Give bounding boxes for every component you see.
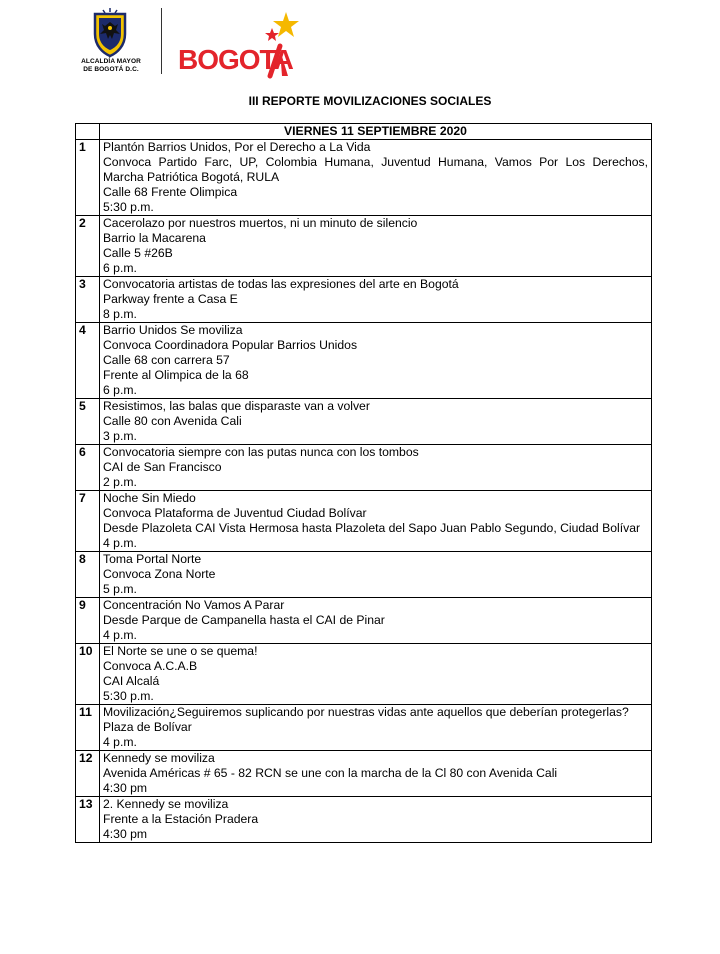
event-number: 8 xyxy=(76,552,100,598)
event-line: Parkway frente a Casa E xyxy=(103,292,238,306)
event-number: 5 xyxy=(76,399,100,445)
event-number: 3 xyxy=(76,277,100,323)
event-details xyxy=(100,705,652,751)
bogota-coat-of-arms-icon xyxy=(91,8,129,58)
event-line: Movilización¿Seguiremos suplicando por nuestras vidas ante aquellos que deberían protegerlas? xyxy=(103,705,629,719)
event-line: Toma Portal Norte xyxy=(103,552,202,566)
event-line: 4 p.m. xyxy=(103,536,137,550)
event-number: 11 xyxy=(76,705,100,751)
table-row xyxy=(76,445,652,491)
event-number: 1 xyxy=(76,140,100,216)
table-row xyxy=(76,216,652,277)
table-row xyxy=(76,644,652,705)
event-line: Convoca Plataforma de Juventud Ciudad Bolívar xyxy=(103,506,367,520)
event-line: 4 p.m. xyxy=(103,628,137,642)
event-number: 7 xyxy=(76,491,100,552)
event-number: 9 xyxy=(76,598,100,644)
table-row xyxy=(76,491,652,552)
event-line: 8 p.m. xyxy=(103,307,137,321)
event-line: 6 p.m. xyxy=(103,383,137,397)
event-details xyxy=(100,644,652,705)
event-details xyxy=(100,277,652,323)
event-details xyxy=(100,598,652,644)
event-line: 4:30 pm xyxy=(103,827,148,841)
event-line: Calle 5 #26B xyxy=(103,246,173,260)
event-line: Barrio la Macarena xyxy=(103,231,206,245)
event-line: Convocatoria siempre con las putas nunca con los tombos xyxy=(103,445,419,459)
alcaldia-label: ALCALDÍA MAYOR DE BOGOTÁ D.C. xyxy=(81,58,141,73)
event-line: Plantón Barrios Unidos, Por el Derecho a La Vida xyxy=(103,140,371,154)
event-details xyxy=(100,552,652,598)
header-divider xyxy=(161,8,162,74)
table-row xyxy=(76,323,652,399)
event-line: 2. Kennedy se moviliza xyxy=(103,797,229,811)
table-row xyxy=(76,751,652,797)
event-line: 4:30 pm xyxy=(103,781,148,795)
event-line: Convoca Partido Farc, UP, Colombia Humana, Juventud Humana, Vamos Por Los Derechos, Marcha Patriótica Bogotá, RULA xyxy=(103,155,648,184)
event-details xyxy=(100,751,652,797)
event-details xyxy=(100,216,652,277)
event-line: 5:30 p.m. xyxy=(103,200,154,214)
event-number: 4 xyxy=(76,323,100,399)
table-row xyxy=(76,797,652,843)
event-line: Avenida Américas # 65 - 82 RCN se une con la marcha de la Cl 80 con Avenida Cali xyxy=(103,766,558,780)
event-line: Frente al Olimpica de la 68 xyxy=(103,368,249,382)
event-line: 3 p.m. xyxy=(103,429,137,443)
event-line: Convoca A.C.A.B xyxy=(103,659,198,673)
event-details xyxy=(100,323,652,399)
event-line: Convocatoria artistas de todas las expresiones del arte en Bogotá xyxy=(103,277,459,291)
table-row xyxy=(76,277,652,323)
event-line: Resistimos, las balas que disparaste van a volver xyxy=(103,399,370,413)
event-line: Desde Plazoleta CAI Vista Hermosa hasta Plazoleta del Sapo Juan Pablo Segundo, Ciudad Bolívar xyxy=(103,521,641,535)
event-details xyxy=(100,140,652,216)
event-line: Noche Sin Miedo xyxy=(103,491,196,505)
bogota-logo xyxy=(176,10,316,84)
event-line: Calle 68 con carrera 57 xyxy=(103,353,230,367)
event-line: 4 p.m. xyxy=(103,735,137,749)
event-details xyxy=(100,797,652,843)
table-row xyxy=(76,399,652,445)
event-line: Convoca Coordinadora Popular Barrios Unidos xyxy=(103,338,358,352)
event-line: Convoca Zona Norte xyxy=(103,567,216,581)
event-line: Desde Parque de Campanella hasta el CAI de Pinar xyxy=(103,613,385,627)
event-details xyxy=(100,399,652,445)
table-row xyxy=(76,140,652,216)
date-header: VIERNES 11 SEPTIEMBRE 2020 xyxy=(100,124,652,140)
brand-wordmark: BOGOTA xyxy=(178,44,293,75)
event-number: 6 xyxy=(76,445,100,491)
event-number: 12 xyxy=(76,751,100,797)
event-line: Barrio Unidos Se moviliza xyxy=(103,323,243,337)
event-details xyxy=(100,491,652,552)
event-line: Kennedy se moviliza xyxy=(103,751,215,765)
event-line: CAI Alcalá xyxy=(103,674,160,688)
event-number: 10 xyxy=(76,644,100,705)
event-line: CAI de San Francisco xyxy=(103,460,222,474)
mobilizations-table xyxy=(75,123,652,843)
event-details xyxy=(100,445,652,491)
event-line: 2 p.m. xyxy=(103,475,137,489)
event-line: Cacerolazo por nuestros muertos, ni un minuto de silencio xyxy=(103,216,418,230)
event-line: Concentración No Vamos A Parar xyxy=(103,598,285,612)
event-line: Frente a la Estación Pradera xyxy=(103,812,259,826)
date-header-row xyxy=(76,124,652,140)
event-line: 6 p.m. xyxy=(103,261,137,275)
event-line: Plaza de Bolívar xyxy=(103,720,192,734)
table-row xyxy=(76,705,652,751)
event-line: 5 p.m. xyxy=(103,582,137,596)
event-line: Calle 80 con Avenida Cali xyxy=(103,414,242,428)
event-line: 5:30 p.m. xyxy=(103,689,154,703)
empty-cell xyxy=(76,124,100,140)
event-number: 13 xyxy=(76,797,100,843)
page-title: III REPORTE MOVILIZACIONES SOCIALES xyxy=(248,94,492,108)
event-line: Calle 68 Frente Olimpica xyxy=(103,185,238,199)
table-row xyxy=(76,598,652,644)
event-number: 2 xyxy=(76,216,100,277)
letterhead xyxy=(76,6,336,82)
table-row xyxy=(76,552,652,598)
event-line: El Norte se une o se quema! xyxy=(103,644,258,658)
